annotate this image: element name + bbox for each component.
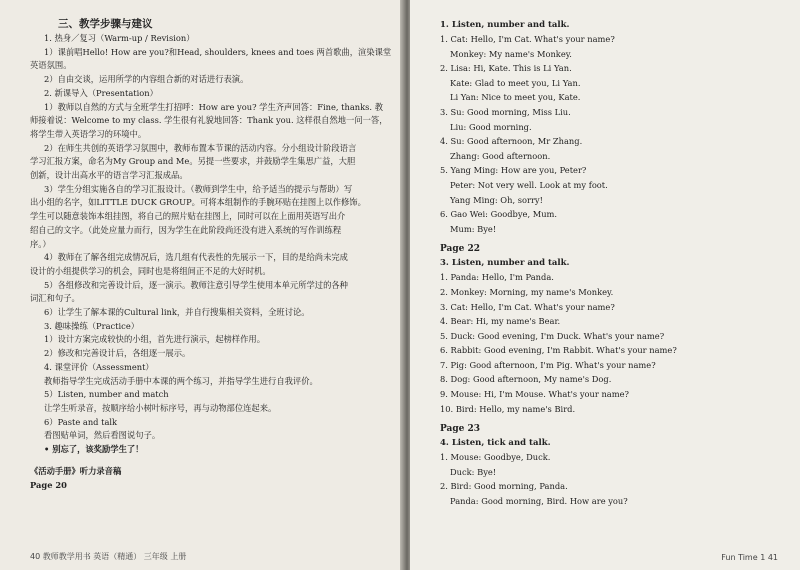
right-body xyxy=(440,18,786,509)
text-line: 4）教师在了解各组完成情况后，选几组有代表性的先展示一下，目的是给尚未完成 xyxy=(44,252,348,263)
dialogue-line: 1. Cat: Hello, I'm Cat. What's your name? xyxy=(440,34,615,44)
dialogue-line: 3. Su: Good morning, Miss Liu. xyxy=(440,106,571,117)
text-line: 让学生听录音，按顺序给小树叶标序号，再与动物部位连起来。 xyxy=(44,402,277,413)
text-line: 出小组的名字，如LITTLE DUCK GROUP。可将本组制作的手腕环贴在挂图上以作修饰。 xyxy=(30,197,366,208)
text-line: 教师指导学生完成活动手册中本课的两个练习，并指导学生进行自我评价。 xyxy=(44,375,318,386)
dialogue-line: 10. Bird: Hello, my name's Bird. xyxy=(440,403,576,414)
text-line: 学生可以随意装饰本组挂图，将自己的照片贴在挂图上，同时可以在上面用英语写出介 xyxy=(30,211,346,222)
dialogue-line: Duck: Bye! xyxy=(450,466,497,477)
text-line: 3）学生分组实施各自的学习汇报设计。（教师到学生中，给予适当的提示与帮助）写 xyxy=(44,183,353,194)
text-line: 1）教师以自然的方式与全班学生打招呼：How are you? 学生齐声回答：Fine, thanks. 教 xyxy=(44,101,384,112)
text-line: 5）Listen, number and match xyxy=(44,389,169,400)
dialogue-line: 2. Lisa: Hi, Kate. This is Li Yan. xyxy=(440,63,572,74)
dialogue-line: Yang Ming: Oh, sorry! xyxy=(450,194,543,205)
text-line: 创新，设计出高水平的语言学习汇报成品。 xyxy=(30,170,188,181)
text-line: 2）自由交谈，运用所学的内容组合新的对话进行表演。 xyxy=(44,74,249,85)
text-line: 6）让学生了解本课的Cultural link，并自行搜集相关资料，全班讨论。 xyxy=(44,307,310,318)
section-heading: 三、教学步骤与建议 xyxy=(58,18,153,30)
dialogue-line: 8. Dog: Good afternoon, My name's Dog. xyxy=(440,374,612,385)
text-line: 设计的小组提供学习的机会，同时也是将组间正不足的大好时机。 xyxy=(30,265,271,276)
dialogue-line: 6. Rabbit: Good evening, I'm Rabbit. What's your name? xyxy=(440,345,677,356)
dialogue-line: 9. Mouse: Hi, I'm Mouse. What's your name? xyxy=(440,389,629,400)
workbook-title: 《活动手册》听力录音稿 xyxy=(30,465,122,476)
right-footer: Fun Time 1 41 xyxy=(721,553,778,562)
text-line: 英语氛围。 xyxy=(30,60,72,71)
dialogue-line: Kate: Glad to meet you, Li Yan. xyxy=(450,77,581,88)
dialogue-line: Zhang: Good afternoon. xyxy=(450,150,551,161)
dialogue-line: Monkey: My name's Monkey. xyxy=(450,48,572,59)
dialogue-line: 5. Yang Ming: How are you, Peter? xyxy=(440,165,587,176)
text-line: 2. 新课导入（Presentation） xyxy=(44,87,158,98)
text-line: 词汇和句子。 xyxy=(30,293,80,304)
text-line: 看图贴单词，然后看图说句子。 xyxy=(44,430,161,441)
dialogue-line: 4. Su: Good afternoon, Mr Zhang. xyxy=(440,136,583,147)
text-line: 师接着说：Welcome to my class. 学生很有礼貌地回答：Thank you. 这样很自然地一问一答， xyxy=(30,115,388,126)
text-line: 1. 热身／复习（Warm-up / Revision） xyxy=(44,33,195,43)
dialogue-line: 7. Pig: Good afternoon, I'm Pig. What's your name? xyxy=(440,359,656,370)
text-line: 3. 趣味操练（Practice） xyxy=(44,320,140,331)
text-line: 1）课前唱Hello! How are you?和Head, shoulders, knees and toes 两首歌曲，渲染课堂 xyxy=(44,46,392,57)
text-line: 6）Paste and talk xyxy=(44,416,118,427)
dialogue-line: 1. Mouse: Goodbye, Duck. xyxy=(440,452,551,463)
text-line: 4. 课堂评价（Assessment） xyxy=(44,361,154,372)
left-footer: 40 教师教学用书 英语（精通） 三年级 上册 xyxy=(30,552,187,561)
dialogue-line: Panda: Good morning, Bird. How are you? xyxy=(450,496,628,507)
text-line: 2）在师生共创的英语学习氛围中，教师布置本节课的活动内容。分小组设计阶段语言 xyxy=(44,142,357,153)
exercise-title: 1. Listen, number and talk. xyxy=(440,20,570,30)
dialogue-line: Mum: Bye! xyxy=(450,223,497,234)
text-line: 将学生带入英语学习的环境中。 xyxy=(30,128,147,139)
exercise-title: 3. Listen, number and talk. xyxy=(440,258,570,269)
dialogue-line: Li Yan: Nice to meet you, Kate. xyxy=(450,92,581,103)
text-line: 1）设计方案完成较快的小组，首先进行演示，起榜样作用。 xyxy=(44,334,265,345)
dialogue-line: Liu: Good morning. xyxy=(450,121,532,132)
text-line: 学习汇报方案，命名为My Group and Me。另提一些要求，并鼓励学生集思广益，大胆 xyxy=(30,156,356,167)
dialogue-line: 3. Cat: Hello, I'm Cat. What's your name? xyxy=(440,301,615,312)
dialogue-line: 5. Duck: Good evening, I'm Duck. What's your name? xyxy=(440,330,665,341)
exercise-title: 4. Listen, tick and talk. xyxy=(440,438,551,449)
workbook-page: Page 20 xyxy=(30,479,67,490)
dialogue-line: 6. Gao Wei: Goodbye, Mum. xyxy=(440,209,558,220)
dialogue-line: 4. Bear: Hi, my name's Bear. xyxy=(440,316,561,327)
page-reference: Page 22 xyxy=(440,244,481,255)
page-reference: Page 23 xyxy=(440,424,481,435)
text-line: 绍自己的文字。（此处应量力而行，因为学生在此阶段尚还没有进入系统的写作训练程 xyxy=(30,224,342,235)
dialogue-line: 1. Panda: Hello, I'm Panda. xyxy=(440,272,554,283)
left-body xyxy=(30,32,390,457)
dialogue-line: Peter: Not very well. Look at my foot. xyxy=(450,179,608,190)
text-line: 2）修改和完善设计后，各组逐一展示。 xyxy=(44,348,191,359)
text-line: 序。） xyxy=(30,238,51,249)
text-line: 5）各组修改和完善设计后，逐一演示。教师注意引导学生使用本单元所学过的各种 xyxy=(44,279,348,290)
dialogue-line: 2. Bird: Good morning, Panda. xyxy=(440,481,568,492)
dialogue-line: 2. Monkey: Morning, my name's Monkey. xyxy=(440,286,614,297)
right-page xyxy=(410,0,800,570)
text-line: • 别忘了，该奖励学生了！ xyxy=(44,444,144,455)
